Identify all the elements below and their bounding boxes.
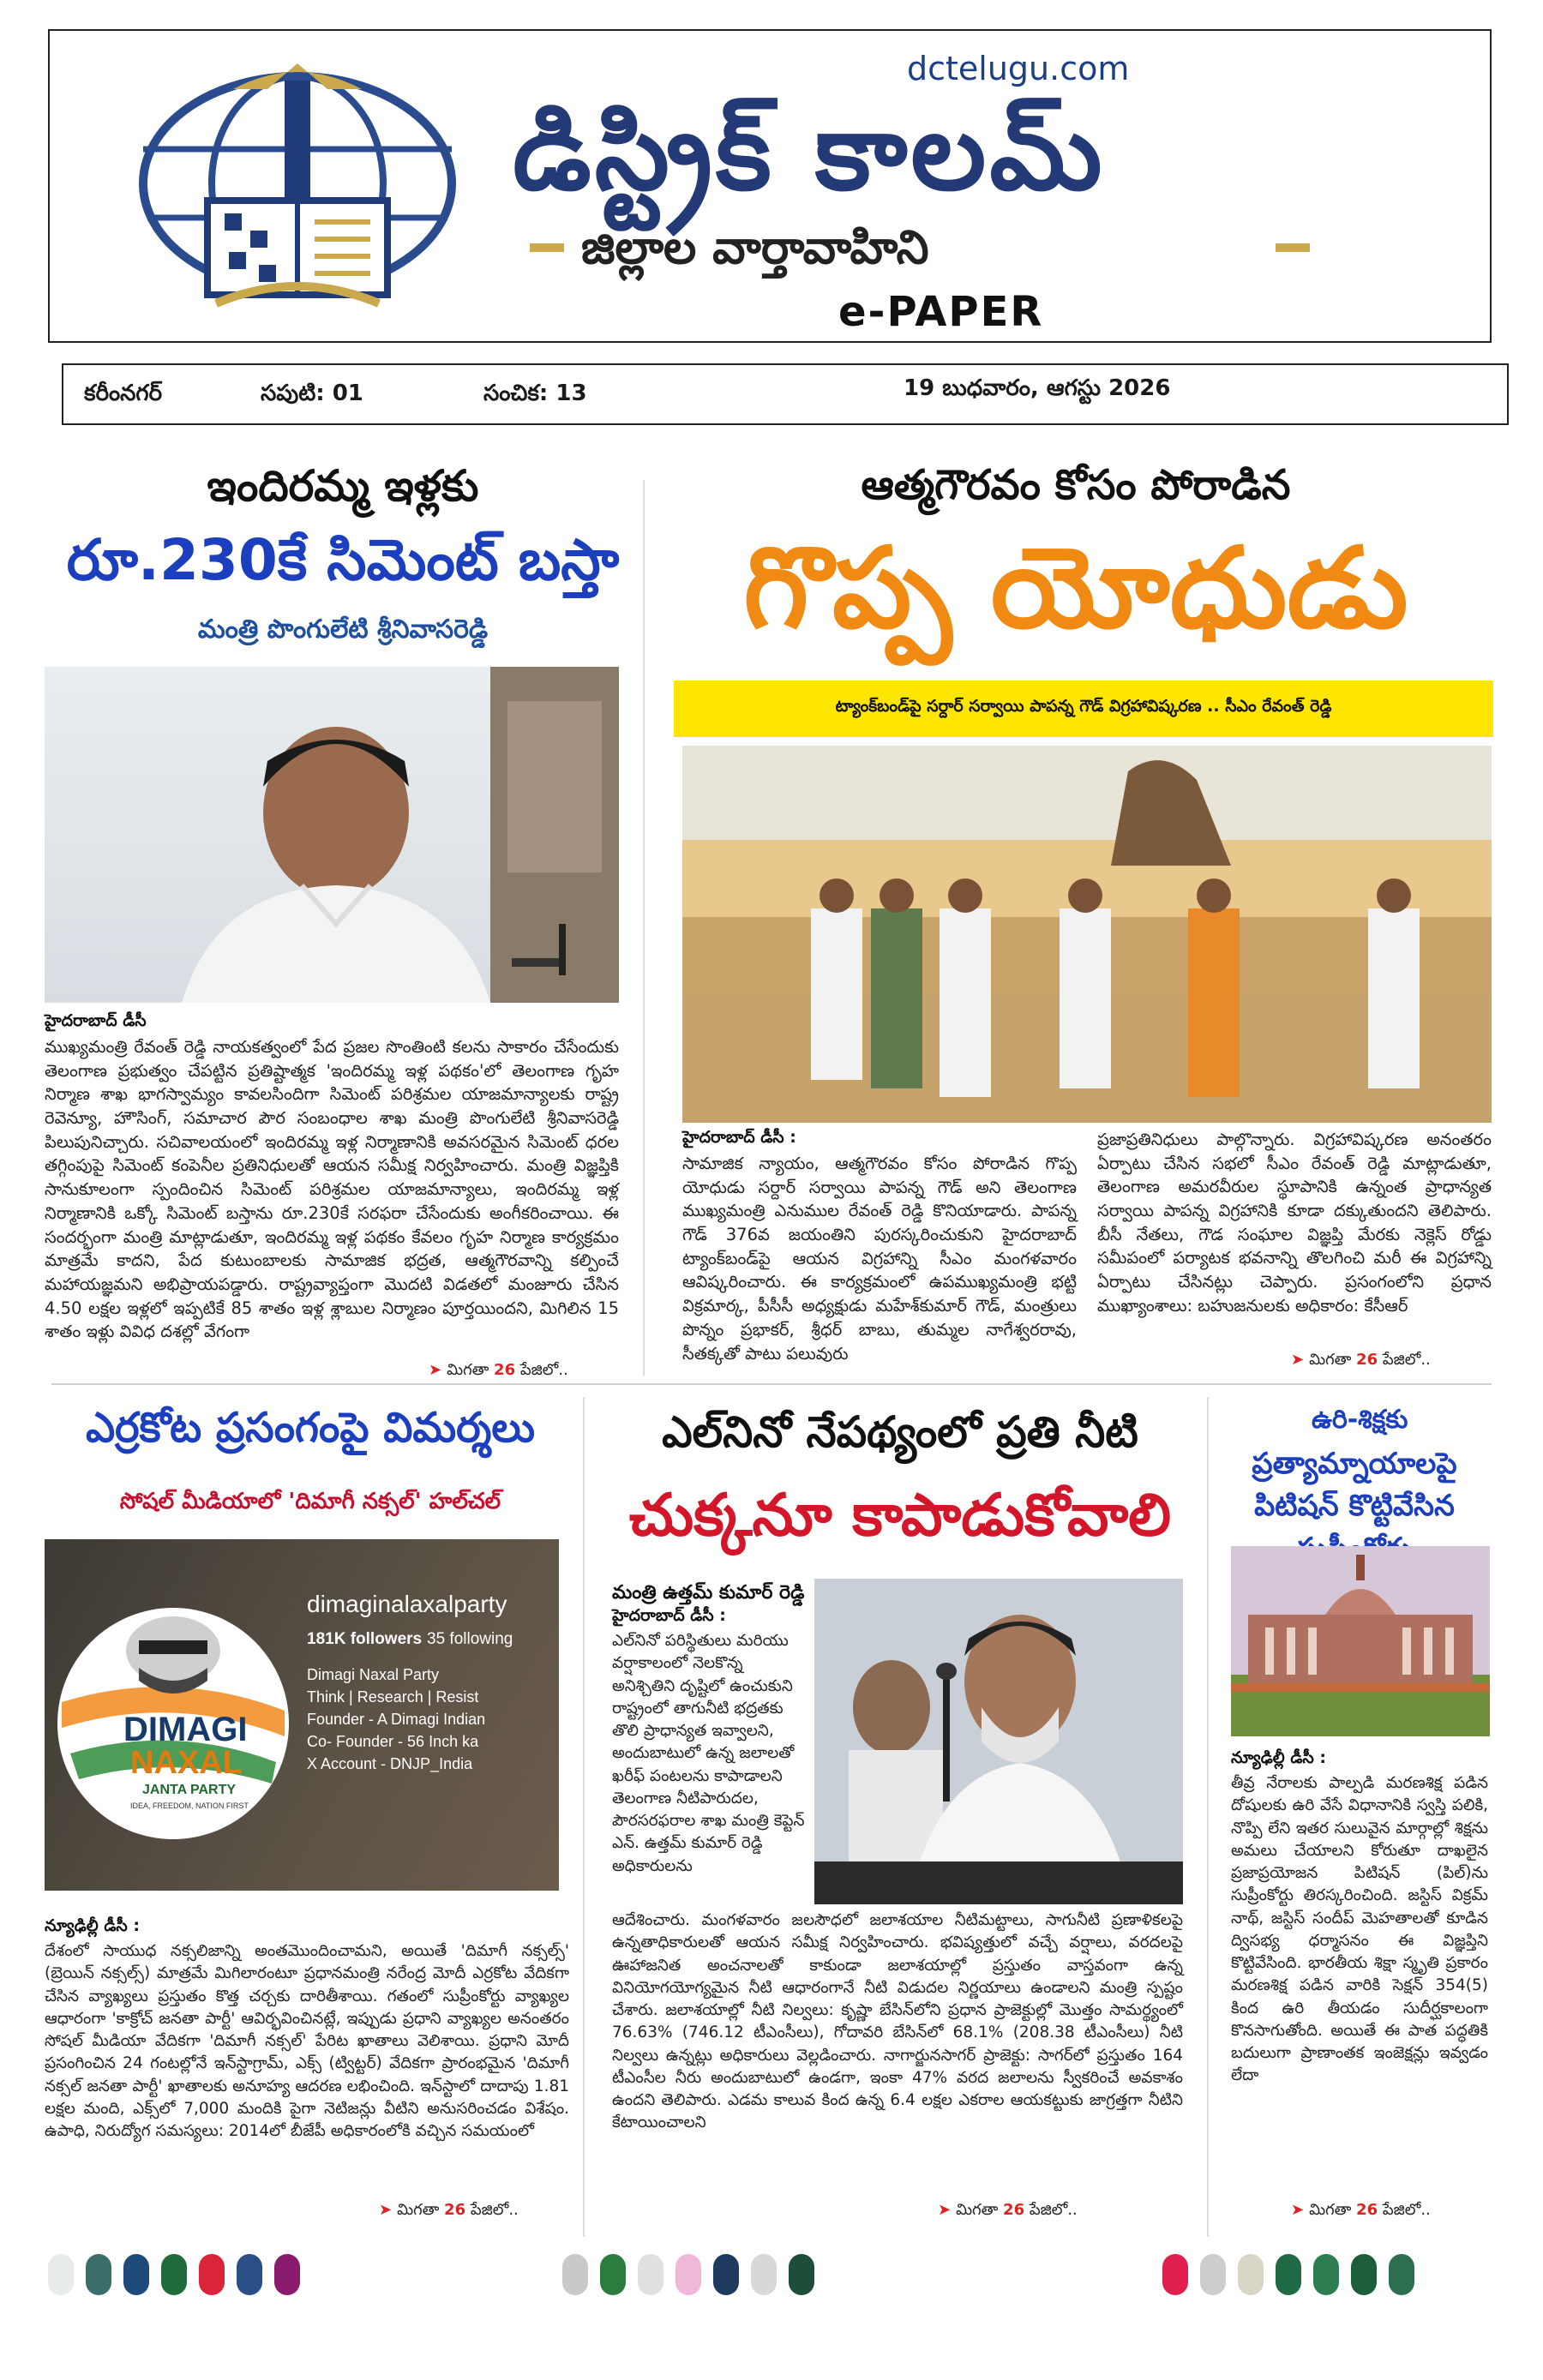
issue-info-bar	[62, 363, 1509, 425]
water-byline: మంత్రి ఉత్తమ్ కుమార్ రెడ్డి	[612, 1582, 805, 1604]
portrait-illustration	[45, 667, 619, 1003]
color-swatch	[1200, 2254, 1226, 2295]
subtitle-decoration-bars	[530, 243, 564, 252]
arrow-right-icon: ➤	[379, 2201, 393, 2219]
court-kicker: ఉరి-శిక్షకు	[1312, 1405, 1408, 1435]
court-dateline: న్యూఢిల్లీ డీసీ :	[1231, 1748, 1326, 1767]
naxal-headline: ఎర్రకోట ప్రసంగంపై విమర్శలు	[85, 1404, 536, 1452]
subtitle-decoration-bars-right	[1276, 243, 1310, 252]
epaper-label: e-PAPER	[838, 288, 1044, 336]
continued-suffix: పేజిలో..	[470, 2201, 519, 2219]
logo-tagline: IDEA, FREEDOM, NATION FIRST	[130, 1801, 249, 1810]
profile-followers: 181K followers	[307, 1630, 423, 1648]
naxal-body: దేశంలో సాయుధ నక్సలిజాన్ని అంతమొందించామని, అయితే 'దిమాగీ నక్సల్స్' (బ్రెయిన్ నక్సల్స్) మాత్రమే మిగిలారంటూ ప్రధానమంత్రి నరేంద్ర మోదీ ఎర్రకోట వేదికగా చేసిన వ్యాఖ్యలు ప్రస్తుతం కొత్త చర్చకు దారితీశాయి. గతంలో సుప్రీంకోర్టు వ్యాఖ్యల ఆధారంగా 'కాక్రోచ్ జనతా పార్టీ' ఆవిర్భవించినట్లే, ఇప్పుడు ప్రధాని వ్యాఖ్యల అనంతరం సోషల్ మీడియా వేదికగా 'దిమాగీ నక్సల్' పేరిట ఖాతాలు వెలిశాయి. ప్రధాని మోదీ ప్రసంగించిన 24 గంటల్లోనే ఇన్‌స్టాగ్రామ్, ఎక్స్ (ట్విట్టర్) వేదికగా ప్రారంభమైన 'దిమాగీ నక్సల్ జనతా పార్టీ' ఖాతాలకు అనూహ్య ఆదరణ లభించింది. ఇన్‌స్టాలో దాదాపు 1.81 లక్షల మంది, ఎక్స్‌లో 7,000 మందికి పైగా నెటిజన్లు వీటిని అనుసరించడం విశేషం. ఉపాధి, నిరుద్యోగ సమస్యలు: 2014లో బీజేపీ అధికారంలోకి వచ్చిన సమయంలో	[45, 1942, 569, 2141]
site-url[interactable]: dctelugu.com	[907, 50, 1130, 87]
profile-bio-1: Dimagi Naxal Party	[307, 1666, 440, 1683]
continued-page: 26	[1356, 1351, 1378, 1369]
continued-label: మిగతా	[397, 2201, 440, 2219]
color-swatch	[751, 2254, 777, 2295]
logo-text-janta-party: JANTA PARTY	[142, 1783, 237, 1797]
continued-label: మిగతా	[447, 1361, 489, 1379]
top-column-divider	[643, 480, 645, 1376]
naxal-continued[interactable]	[379, 2201, 519, 2222]
minister-ponguleti-photo	[45, 667, 619, 1003]
color-swatch	[1238, 2254, 1264, 2295]
masthead-title: డిస్ట్రిక్ కాలమ్	[513, 91, 1106, 214]
color-swatch	[1276, 2254, 1301, 2295]
court-body: తీవ్ర నేరాలకు పాల్పడి మరణశిక్ష పడిన దోషులకు ఉరి వేసే విధానానికి స్వస్తి పలికి, నొప్పి లేని ఇతర సులువైన మార్గాల్లో శిక్షను అమలు చేయాలని కోరుతూ దాఖలైన ప్రజాప్రయోజన పిటిషన్ (పిల్)ను సుప్రీంకోర్టు తిరస్కరించింది. జస్టిస్ విక్రమ్ నాథ్, జస్టిస్ సందీప్ మెహతాలతో కూడిన ద్విసభ్య ధర్మాసనం ఈ విజ్ఞప్తిని కొట్టివేసింది. భారతీయ శిక్షా స్మృతి ప్రకారం మరణశిక్ష పడిన వారికి సెక్షన్ 354(5) కింద ఉరి తీయడం సుదీర్ఘకాలంగా కొనసాగుతోంది. అయితే ఈ పాత పద్ధతికి బదులుగా ప్రాణాంతక ఇంజెక్షన్లు ఇవ్వడం లేదా	[1231, 1774, 1488, 2085]
profile-handle: dimaginalaxalparty	[307, 1591, 507, 1617]
warrior-headline: గొప్ప యోధుడు	[743, 523, 1408, 653]
arrow-right-icon: ➤	[1291, 1351, 1305, 1369]
arrow-right-icon: ➤	[429, 1361, 442, 1379]
continued-label: మిగతా	[1309, 1351, 1352, 1369]
continued-page: 26	[444, 2201, 466, 2219]
arrow-right-icon: ➤	[1291, 2201, 1305, 2219]
arrow-right-icon: ➤	[938, 2201, 952, 2219]
continued-suffix: పేజిలో..	[1029, 2201, 1078, 2219]
color-swatch	[675, 2254, 701, 2295]
cement-dateline: హైదరాబాద్ డీసీ	[45, 1011, 147, 1030]
color-registration-strip	[48, 2251, 1497, 2299]
continued-label: మిగతా	[1309, 2201, 1352, 2219]
warrior-dateline: హైదరాబాద్ డీసీ :	[682, 1128, 796, 1147]
statue-unveiling-photo	[682, 746, 1492, 1123]
district-label: కరీంనగర్	[84, 381, 163, 406]
continued-suffix: పేజిలో..	[1382, 1351, 1431, 1369]
court-continued[interactable]	[1291, 2201, 1431, 2222]
color-swatch	[638, 2254, 663, 2295]
warrior-strap	[674, 680, 1493, 737]
cement-byline: మంత్రి పొంగులేటి శ్రీనివాసరెడ్డి	[197, 614, 489, 644]
naxal-dateline: న్యూఢిల్లీ డీసీ :	[45, 1916, 140, 1935]
color-swatch	[48, 2254, 74, 2295]
profile-following: 35 following	[427, 1630, 513, 1648]
volume-label: సపుటి: 01	[261, 381, 363, 406]
color-swatch	[161, 2254, 187, 2295]
color-swatch	[1162, 2254, 1188, 2295]
water-body-narrow: ఎల్‌నినో పరిస్థితులు మరియు వర్షాకాలంలో నెలకొన్న అనిశ్చితిని దృష్టిలో ఉంచుకుని రాష్ట్రంలో తాగునీటి భద్రతకు తొలి ప్రాధాన్యత ఇవ్వాలని, అందుబాటులో ఉన్న జలాలతో ఖరీఫ్ పంటలను కాపాడాలని తెలంగాణ నీటిపారుదల, పౌరసరఫరాల శాఖ మంత్రి కెప్టెన్ ఎన్. ఉత్తమ్ కుమార్ రెడ్డి అధికారులను	[612, 1632, 805, 1875]
globe-pen-book-logo	[105, 55, 490, 321]
color-swatch	[1351, 2254, 1377, 2295]
water-dateline: హైదరాబాద్ డీసీ :	[612, 1606, 726, 1625]
supreme-court-building-illustration	[1231, 1546, 1490, 1736]
issue-label: సంచిక: 13	[483, 381, 587, 406]
cement-continued[interactable]	[429, 1361, 568, 1382]
color-swatch	[600, 2254, 626, 2295]
color-swatch	[562, 2254, 588, 2295]
continued-page: 26	[1356, 2201, 1378, 2219]
section-divider	[51, 1383, 1492, 1385]
minister-uttam-photo	[814, 1579, 1183, 1904]
water-continued[interactable]	[938, 2201, 1078, 2222]
cement-kicker: ఇందిరమ్మ ఇళ్లకు	[207, 461, 479, 511]
water-headline-line1: ఎల్‌నినో నేపథ్యంలో ప్రతి నీటి	[662, 1407, 1138, 1457]
event-illustration	[682, 746, 1492, 1123]
cement-headline: రూ.230కే సిమెంట్ బస్తా	[66, 527, 620, 593]
profile-bio-5: X Account - DNJP_India	[307, 1755, 473, 1772]
court-headline: ప్రత్యామ్నాయాలపై పిటిషన్ కొట్టివేసిన	[1252, 1447, 1457, 1524]
continued-suffix: పేజిలో..	[519, 1361, 568, 1379]
warrior-continued[interactable]	[1291, 1351, 1431, 1372]
dimagi-naxal-profile-image	[45, 1539, 559, 1891]
water-body-full: ఆదేశించారు. మంగళవారం జలసౌధలో జలాశయాల నీటిమట్టాలు, సాగునీటి ప్రణాళికలపై ఉన్నతాధికారులతో ఆయన సమీక్ష నిర్వహించారు. భవిష్యత్తులో వచ్చే వర్షాలు, వరదలపై ఊహాజనిత అంచనాలతో కాకుండా జలాశయాల్లో ప్రస్తుతం వాస్తవంగా ఉన్న వినియోగయోగ్యమైన నీటి ఆధారంగానే నీటి విడుదల నిర్ణయాలు ఉండాలని మంత్రి స్పష్టం చేశారు. జలాశయాల్లో నీటి నిల్వలు: కృష్ణా బేసిన్‌లోని ప్రధాన ప్రాజెక్టుల్లో మొత్తం సామర్థ్యంలో 76.63% (746.12 టీఎంసీలు), గోదావరి బేసిన్‌లో 68.1% (208.38 టీఎంసీలు) నీటి నిల్వలు ఉన్నట్లు అధికారులు వెల్లడించారు. నాగార్జునసాగర్ ప్రాజెక్టు: సాగర్‌లో ప్రస్తుతం 164 టీఎంసీల నీరు అందుబాటులో ఉండగా, ఇంకా 47% వరద జలాలను స్వీకరించే అవకాశం ఉందని తెలిపారు. ఎడమ కాలువ కింద ఉన్న 6.4 లక్షల ఎకరాల ఆయకట్టుకు జాగ్రత్తగా నీటిని కేటాయించాలని	[612, 1911, 1183, 2132]
naxal-subhead: సోషల్ మీడియాలో 'దిమాగీ నక్సల్' హల్‌చల్	[119, 1489, 501, 1514]
bottom-column-divider-1	[583, 1397, 585, 2237]
continued-page: 26	[494, 1361, 516, 1379]
profile-bio-3: Founder - A Dimagi Indian	[307, 1711, 486, 1728]
warrior-kicker: ఆత్మగౌరవం కోసం పోరాడిన	[861, 461, 1291, 509]
continued-page: 26	[1003, 2201, 1025, 2219]
color-swatch	[237, 2254, 262, 2295]
profile-bio-4: Co- Founder - 56 Inch ka	[307, 1733, 479, 1750]
warrior-strap-text: ట్యాంక్‌బండ్‌పై సర్దార్ సర్వాయి పాపన్న గౌడ్ విగ్రహావిష్కరణ .. సీఎం రేవంత్ రెడ్డి	[835, 697, 1332, 716]
logo-text-naxal: NAXAL	[130, 1745, 243, 1781]
continued-suffix: పేజిలో..	[1382, 2201, 1431, 2219]
masthead-subtitle: జిల్లాల వార్తావాహిని	[581, 220, 929, 274]
supreme-court-photo	[1231, 1546, 1490, 1736]
color-swatch	[713, 2254, 739, 2295]
color-swatch	[199, 2254, 225, 2295]
logo-text-dimagi: DIMAGI	[123, 1711, 248, 1748]
color-swatch	[86, 2254, 111, 2295]
water-headline-line2: చుక్కనూ కాపాడుకోవాలి	[628, 1482, 1172, 1550]
bottom-column-divider-2	[1207, 1397, 1209, 2237]
color-swatch	[123, 2254, 149, 2295]
continued-label: మిగతా	[956, 2201, 999, 2219]
profile-bio-2: Think | Research | Resist	[307, 1688, 479, 1706]
color-swatch	[1389, 2254, 1414, 2295]
warrior-body-left: సామాజిక న్యాయం, ఆత్మగౌరవం కోసం పోరాడిన గొప్ప యోధుడు సర్దార్ సర్వాయి పాపన్న గౌడ్ అని తెలంగాణ ముఖ్యమంత్రి ఎనుముల రేవంత్ రెడ్డి కొనియాడారు. పాపన్న గౌడ్ 376వ జయంతిని పురస్కరించుకుని హైదరాబాద్ ట్యాంక్‌బండ్‌పై ఆయన విగ్రహాన్ని సీఎం మంగళవారం ఆవిష్కరించారు. ఈ కార్యక్రమంలో ఉపముఖ్యమంత్రి భట్టి విక్రమార్క, పీసీసీ అధ్యక్షుడు మహేశ్‌కుమార్ గౌడ్, మంత్రులు పొన్నం ప్రభాకర్, శ్రీధర్ బాబు, తుమ్మల నాగేశ్వరరావు, సీతక్కతో పాటు పలువురు	[682, 1154, 1077, 1364]
date-label: 19 బుధవారం, ఆగస్టు 2026	[904, 375, 1171, 401]
portrait-illustration	[814, 1579, 1183, 1904]
color-swatch	[274, 2254, 300, 2295]
color-swatch	[789, 2254, 814, 2295]
color-swatch	[1313, 2254, 1339, 2295]
masthead	[48, 29, 1492, 343]
cement-body: ముఖ్యమంత్రి రేవంత్ రెడ్డి నాయకత్వంలో పేద ప్రజల సొంతింటి కలను సాకారం చేసేందుకు తెలంగాణ ప్రభుత్వం చేపట్టిన ప్రతిష్టాత్మక 'ఇందిరమ్మ ఇళ్ల పథకం'లో తెలంగాణ గృహ నిర్మాణ శాఖ భాగస్వామ్యం కావలసిందిగా సిమెంట్ పరిశ్రమల యాజమాన్యాలకు రాష్ట్ర రెవెన్యూ, హౌసింగ్, సమాచార పౌర సంబంధాల శాఖ మంత్రి పొంగులేటి శ్రీనివాసరెడ్డి పిలుపునిచ్చారు. సచివాలయంలో ఇందిరమ్మ ఇళ్ల నిర్మాణానికి అవసరమైన సిమెంట్ ధరల తగ్గింపుపై సిమెంట్ కంపెనీల ప్రతినిధులతో ఆయన సమీక్ష నిర్వహించారు. మంత్రి విజ్ఞప్తికి సానుకూలంగా స్పందించిన సిమెంట్ పరిశ్రమల యాజమాన్యాలు, ఇందిరమ్మ ఇళ్ల నిర్మాణానికి ఒక్కో సిమెంట్ బస్తాను రూ.230కే సరఫరా చేసేందుకు అంగీకరించాయి. ఈ సందర్భంగా మంత్రి మాట్లాడుతూ, ఇందిరమ్మ ఇళ్ల పథకం కేవలం గృహ నిర్మాణ కార్యక్రమం మాత్రమే కాదని, పేద కుటుంబాలకు సామాజిక భద్రత, ఆత్మగౌరవాన్ని కల్పించే మహాయజ్ఞమని అభిప్రాయపడ్డారు. రాష్ట్రవ్యాప్తంగా మొదటి విడతలో మంజూరు చేసిన 4.50 లక్షల ఇళ్లలో ఇప్పటికే 85 శాతం ఇళ్ల శ్లాబుల నిర్మాణం పూర్తయిందని, మిగిలిన 15 శాతం ఇళ్లు వివిధ దశల్లో వేగంగా	[45, 1037, 619, 1342]
warrior-body-right: ప్రజాప్రతినిధులు పాల్గొన్నారు. విగ్రహావిష్కరణ అనంతరం ఏర్పాటు చేసిన సభలో సీఎం రేవంత్ రెడ్డి మాట్లాడుతూ, తెలంగాణ అమరవీరుల స్థూపానికి ఉన్నంత ప్రాధాన్యత సర్వాయి పాపన్న విగ్రహానికి కూడా దక్కుతుందని తెలిపారు. బీసీ నేతలు, గౌడ సంఘాల విజ్ఞప్తి మేరకు నెక్లెస్ రోడ్డు సమీపంలో పర్యాటక భవనాన్ని తొలగించి మరీ ఈ విగ్రహాన్ని ఏర్పాటు చేసినట్లు చెప్పారు. ప్రసంగంలోని ప్రధాన ముఖ్యాంశాలు: బహుజనులకు అధికారం: కేసీఆర్	[1097, 1130, 1492, 1316]
